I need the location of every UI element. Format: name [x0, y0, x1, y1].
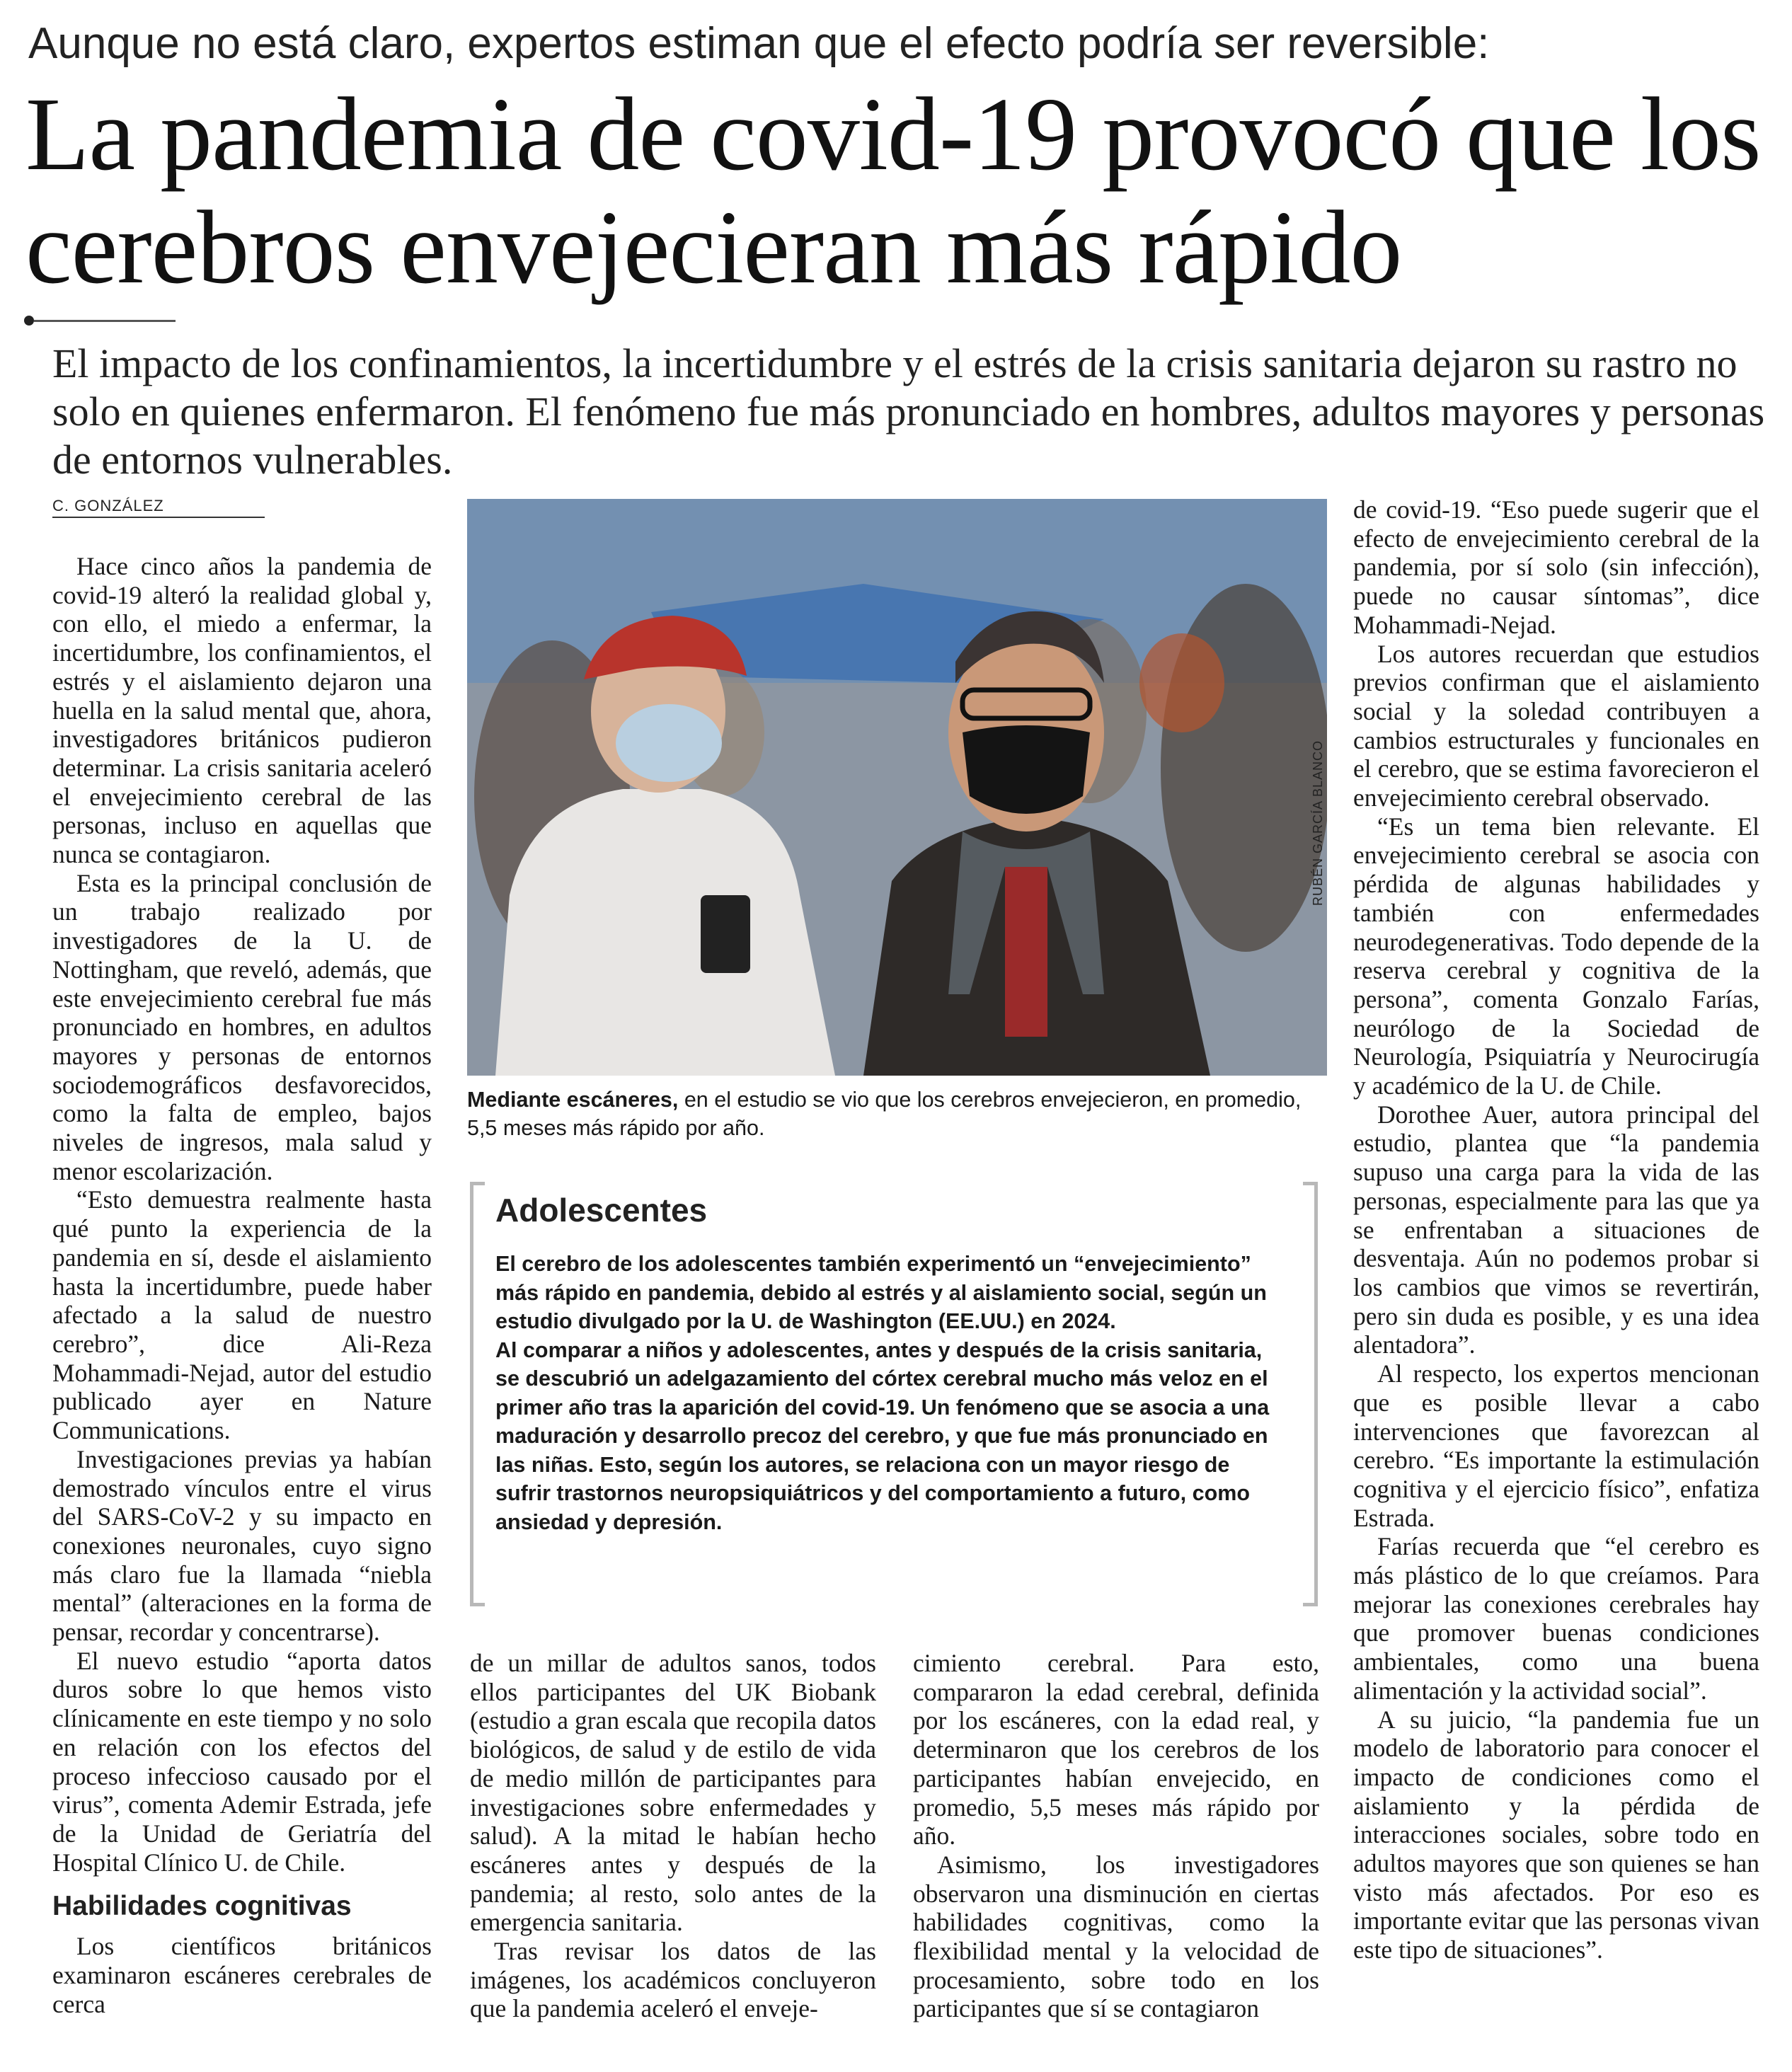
deck: El impacto de los confinamientos, la incertidumbre y el estrés de la crisis sanitaria dejaron su rastro no solo en quienes enfermaron. El fenómeno fue más pronunciado en hombres, adultos mayores y personas de entornos vulnerables.	[52, 340, 1765, 483]
photo-illustration	[467, 499, 1327, 1076]
subhead: Habilidades cognitivas	[52, 1891, 352, 1922]
rule-dot	[24, 316, 34, 326]
paragraph: El nuevo estudio “aporta datos duros sobre lo que hemos visto clínicamente en este tiempo y no solo en relación con los efectos del proceso infeccioso causado por el virus”, comenta Ademir Estrada, jefe de la Unidad de Geriatría del Hospital Clínico U. de Chile.	[52, 1646, 432, 1877]
column-3	[913, 1649, 1319, 2023]
kicker: Aunque no está claro, expertos estiman que el efecto podría ser reversible:	[28, 19, 1490, 68]
photo-caption	[467, 1086, 1327, 1142]
paragraph: Al respecto, los expertos mencionan que es posible llevar a cabo intervenciones que favorezcan al cerebro. “Es importante la estimulación cognitiva y el ejercicio físico”, enfatiza Estrada.	[1353, 1359, 1759, 1532]
column-4	[1353, 495, 1759, 1964]
photo-credit: RUBÉN GARCÍA BLANCO	[1311, 739, 1325, 906]
bracket-right	[1303, 1182, 1318, 1606]
paragraph: Hace cinco años la pandemia de covid-19 alteró la realidad global y, con ello, el miedo a enfermar, la incertidumbre, los confinamientos, el estrés y el aislamiento dejaron una huella en la salud mental que, ahora, investigadores británicos pudieron determinar. La crisis sanitaria aceleró el envejecimiento cerebral de las personas, incluso en aquellas que nunca se contagiaron.	[52, 552, 432, 869]
sidebar-body	[495, 1250, 1288, 1536]
paragraph: Esta es la principal conclusión de un trabajo realizado por investigadores de la U. de Nottingham, que reveló, además, que este envejecimiento cerebral fue más pronunciado en hombres, en adultos mayores y personas de entornos sociodemográficos desfavorecidos, como la falta de empleo, bajos niveles de ingresos, mala salud y menor escolarización.	[52, 868, 432, 1185]
sidebar-title: Adolescentes	[495, 1192, 708, 1228]
news-photo	[467, 499, 1327, 1076]
paragraph: Investigaciones previas ya habían demostrado vínculos entre el virus del SARS-CoV-2 y su impacto en conexiones neuronales, cuyo signo más claro fue la llamada “niebla mental” (alteraciones en la forma de pensar, recordar y concentrarse).	[52, 1444, 432, 1647]
column-1	[52, 552, 432, 2018]
caption-lead: Mediante escáneres,	[467, 1088, 679, 1112]
paragraph: A su juicio, “la pandemia fue un modelo de laboratorio para conocer el impacto de condiciones como el aislamiento y la pérdida de interacciones sociales, sobre todo en adultos mayores que son quienes se han visto más afectados. Por eso es importante evitar que las personas vivan este tipo de situaciones”.	[1353, 1705, 1759, 1964]
sidebar-paragraph: Al comparar a niños y adolescentes, antes y después de la crisis sanitaria, se descubrió un adelgazamiento del córtex cerebral mucho más veloz en el primer año tras la aparición del covid-19. Un fenómeno que se asocia a una maduración y desarrollo precoz del cerebro, y que fue más pronunciado en las niñas. Esto, según los autores, se relaciona con un mayor riesgo de sufrir trastornos neuropsiquiátricos y del comportamiento a futuro, como ansiedad y depresión.	[495, 1337, 1270, 1534]
column-2	[470, 1649, 876, 2023]
headline: La pandemia de covid-19 provocó que los cerebros envejecieran más rápido	[25, 76, 1761, 306]
byline: C. GONZÁLEZ	[52, 497, 265, 518]
bracket-left	[470, 1182, 485, 1606]
paragraph: Dorothee Auer, autora principal del estudio, plantea que “la pandemia supuso una carga para la vida de las personas, especialmente para las que ya se enfrentaban a situaciones de desventaja. Aún no podemos probar si los cambios que vimos se revertirán, pero sin duda es posible, y es una idea alentadora”.	[1353, 1100, 1759, 1359]
paragraph: de un millar de adultos sanos, todos ellos participantes del UK Biobank (estudio a gran escala que recopila datos biológicos, de salud y de estilo de vida de medio millón de participantes para investigaciones sobre enfermedades y salud). A la mitad le habían hecho escáneres antes y después de la pandemia; al resto, solo antes de la emergencia sanitaria.	[470, 1649, 876, 1937]
paragraph: “Es un tema bien relevante. El envejecimiento cerebral se asocia con pérdida de algunas habilidades y también con enfermedades neurodegenerativas. Todo depende de la reserva cerebral y cognitiva de la persona”, comenta Gonzalo Farías, neurólogo de la Sociedad de Neurología, Psiquiatría y Neurocirugía y académico de la U. de Chile.	[1353, 812, 1759, 1100]
paragraph: de covid-19. “Eso puede sugerir que el efecto de envejecimiento cerebral de la pandemia, por sí solo (sin infección), puede no causar síntomas”, dice Mohammadi-Nejad.	[1353, 495, 1759, 639]
paragraph: “Esto demuestra realmente hasta qué punto la experiencia de la pandemia en sí, desde el aislamiento hasta la incertidumbre, puede haber afectado a la salud de nuestro cerebro”, dice Ali-Reza Mohammadi-Nejad, autor del estudio publicado ayer en Nature Communications.	[52, 1185, 432, 1445]
paragraph: cimiento cerebral. Para esto, compararon la edad cerebral, definida por los escáneres, con la edad real, y determinaron que los cerebros de los participantes habían envejecido, en promedio, 5,5 meses más rápido por año.	[913, 1649, 1319, 1851]
rule-divider	[34, 320, 176, 322]
paragraph: Los autores recuerdan que estudios previos confirman que el aislamiento social y la soledad contribuyen a cambios estructurales y funcionales en el cerebro, que se estima favorecieron el envejecimiento cerebral observado.	[1353, 639, 1759, 812]
paragraph: Tras revisar los datos de las imágenes, los académicos concluyeron que la pandemia aceleró el enveje-	[470, 1937, 876, 2023]
sidebar-paragraph: El cerebro de los adolescentes también experimentó un “envejecimiento” más rápido en pandemia, debido al estrés y al aislamiento social, según un estudio divulgado por la U. de Washington (EE.UU.) en 2024.	[495, 1252, 1267, 1333]
paragraph: Asimismo, los investigadores observaron una disminución en ciertas habilidades cognitivas, como la flexibilidad mental y la velocidad de procesamiento, sobre todo en los participantes que sí se contagiaron	[913, 1850, 1319, 2023]
caption-text: en el estudio se vio que los cerebros envejecieron, en promedio, 5,5 meses más rápido por año.	[467, 1088, 1302, 1140]
sidebar-box	[470, 1182, 1318, 1606]
paragraph: Farías recuerda que “el cerebro es más plástico de lo que creíamos. Para mejorar las conexiones cerebrales hay que promover buenas condiciones ambientales, como una buena alimentación y la actividad social”.	[1353, 1532, 1759, 1705]
paragraph: Los científicos británicos examinaron escáneres cerebrales de cerca	[52, 1932, 432, 2018]
